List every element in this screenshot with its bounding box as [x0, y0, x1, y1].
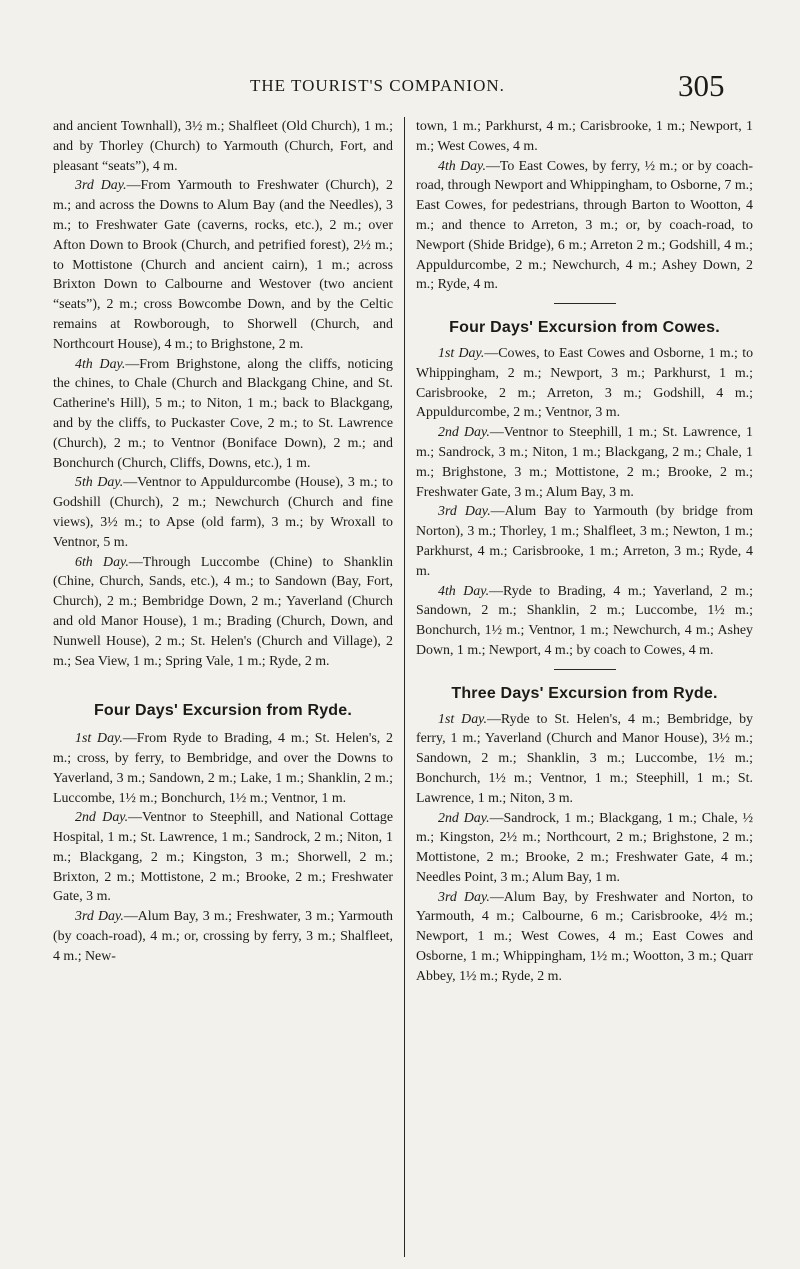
- section-rule: [554, 303, 616, 304]
- running-title: THE TOURIST'S COMPANION.: [250, 76, 505, 95]
- day-label: 3rd Day.: [438, 504, 491, 520]
- page-header: [0, 68, 800, 108]
- day-label: 2nd Day.: [438, 810, 490, 826]
- day-label: 4th Day.: [438, 158, 486, 174]
- left-column: [53, 117, 393, 967]
- day-label: 1st Day.: [75, 731, 123, 747]
- day-label: 2nd Day.: [438, 425, 490, 441]
- day-label: 3rd Day.: [438, 889, 490, 905]
- section-rule: [554, 669, 616, 670]
- day-label: 6th Day.: [75, 554, 129, 570]
- day-label: 3rd Day.: [75, 909, 124, 925]
- day-label: 1st Day.: [438, 711, 488, 727]
- day-label: 4th Day.: [438, 583, 490, 599]
- paragraph: 3rd Day.—From Yarmouth to Freshwater (Church), 2 m.; and across the Downs to Alum Bay (and the Needles), 3 m.; to Freshwater Gate (caverns, rocks, etc.), 2 m.; over Afton Down to Brook (Church, and petrified forest), 2½ m.; to Mottistone (Church and ancient cairn), 1 m.; across Brixton Down to Calbourne and Westover (two ancient “seats”), 2 m.; cross Bowcombe Down, and by the Celtic remains at Rowborough, to Shorwell (Church, and Northcourt House), 4 m.; to Brighstone, 2 m.: [53, 178, 393, 352]
- day-label: 4th Day.: [75, 356, 126, 372]
- day-label: 3rd Day.: [75, 178, 127, 194]
- paragraph: 3rd Day.—Alum Bay to Yarmouth (by bridge from Norton), 3 m.; Thorley, 1 m.; Shalfleet, 3 m.; Newton, 1 m.; Parkhurst, 4 m.; Carisbrooke, 1 m.; Arreton, 3 m.; Ryde, 4 m.: [416, 504, 753, 579]
- paragraph: 5th Day.—Ventnor to Appuldurcombe (House), 3 m.; to Godshill (Church), 2 m.; Newchurch (Church and fine views), 3½ m.; to Apse (old farm), 3 m.; by Wroxall to Ventnor, 5 m.: [53, 475, 393, 550]
- paragraph: 4th Day.—Ryde to Brading, 4 m.; Yaverland, 2 m.; Sandown, 2 m.; Shanklin, 2 m.; Luccombe, 1½ m.; Bonchurch, 1½ m.; Ventnor, 1 m.; Newchurch, 4 m.; Ashey Down, 1 m.; Newport, 4 m.; by coach to Cowes, 4 m.: [416, 583, 753, 658]
- paragraph: 4th Day.—From Brighstone, along the cliffs, noticing the chines, to Chale (Church and Blackgang Chine, and St. Catherine's Hill), 5 m.; to Niton, 1 m.; back to Blackgang, and by the cliffs, to Puckaster Cove, 2 m.; to St. Lawrence (Church), 2 m.; to Ventnor (Boniface Down), 2 m.; and Bonchurch (Church, Cliffs, Downs, etc.), 1 m.: [53, 356, 393, 471]
- paragraph: 2nd Day.—Ventnor to Steephill, 1 m.; St. Lawrence, 1 m.; Sandrock, 3 m.; Niton, 1 m.; Blackgang, 2 m.; Chale, 1 m.; Brighstone, 3 m.; Mottistone, 2 m.; Brooke, 2 m.; Freshwater Gate, 3 m.; Alum Bay, 3 m.: [416, 425, 753, 500]
- day-label: 5th Day.: [75, 475, 124, 491]
- paragraph: and ancient Townhall), 3½ m.; Shalfleet (Old Church), 1 m.; and by Thorley (Church) to Yarmouth (Church, Fort, and pleasant “seats”), 4 m.: [53, 119, 393, 174]
- right-column: [416, 117, 753, 987]
- day-label: 1st Day.: [438, 345, 485, 361]
- paragraph: town, 1 m.; Parkhurst, 4 m.; Carisbrooke, 1 m.; Newport, 1 m.; West Cowes, 4 m.: [416, 119, 753, 154]
- page-number: 305: [678, 68, 725, 103]
- column-divider: [404, 117, 405, 1257]
- section-heading: Four Days' Excursion from Ryde.: [93, 702, 353, 720]
- paragraph: 2nd Day.—Ventnor to Steephill, and National Cottage Hospital, 1 m.; St. Lawrence, 1 m.; Sandrock, 2 m.; Niton, 1 m.; Blackgang, 2 m.; Kingston, 3 m.; Shorwell, 2 m.; Brixton, 2 m.; Mottistone, 2 m.; Brooke, 2 m.; Freshwater Gate, 3 m.: [53, 810, 393, 905]
- paragraph: 3rd Day.—Alum Bay, by Freshwater and Norton, to Yarmouth, 4 m.; Calbourne, 6 m.; Carisbrooke, 4½ m.; Newport, 1 m.; West Cowes, 4 m.; East Cowes and Osborne, 1 m.; Whippingham, 1½ m.; Wootton, 3 m.; Quarr Abbey, 1½ m.; Ryde, 2 m.: [416, 889, 753, 984]
- paragraph: 1st Day.—From Ryde to Brading, 4 m.; St. Helen's, 2 m.; cross, by ferry, to Bembridge, and over the Downs to Yaverland, 3 m.; Sandown, 2 m.; Lake, 1 m.; Shanklin, 2 m.; Luccombe, 1½ m.; Bonchurch, 1½ m.; Ventnor, 1 m.: [53, 731, 394, 806]
- section-heading: Three Days' Excursion from Ryde.: [451, 684, 718, 702]
- section-heading: Four Days' Excursion from Cowes.: [449, 319, 720, 337]
- day-label: 2nd Day.: [75, 810, 129, 826]
- paragraph: 1st Day.—Ryde to St. Helen's, 4 m.; Bembridge, by ferry, 1 m.; Yaverland (Church and Manor House), 3½ m.; Sandown, 2 m.; Shanklin, 3 m.; Luccombe, 1½ m.; Bonchurch, 1½ m.; Ventnor, 1 m.; Steephill, 1 m.; St. Lawrence, 1 m.; Niton, 3 m.: [416, 711, 754, 806]
- paragraph: 3rd Day.—Alum Bay, 3 m.; Freshwater, 3 m.; Yarmouth (by coach-road), 4 m.; or, crossing by ferry, 3 m.; Shalfleet, 4 m.; New-: [53, 909, 393, 964]
- paragraph: 1st Day.—Cowes, to East Cowes and Osborne, 1 m.; to Whippingham, 2 m.; Newport, 3 m.; Parkhurst, 1 m.; Carisbrooke, 2 m.; Arreton, 3 m.; Godshill, 4 m.; Appuldurcombe, 2 m.; Ventnor, 3 m.: [416, 345, 754, 421]
- paragraph: 4th Day.—To East Cowes, by ferry, ½ m.; or by coach-road, through Newport and Whippingham, to Osborne, 7 m.; East Cowes, for pedestrians, through Barton to Wootton, 4 m.; and thence to Arreton, 3 m.; or, by coach-road, to Newport (Shide Bridge), 6 m.; Arreton 2 m.; Godshill, 4 m.; Appuldurcombe, 2 m.; Newchurch, 4 m.; Ashey Down, 2 m.; Ryde, 4 m.: [416, 158, 753, 293]
- paragraph: 6th Day.—Through Luccombe (Chine) to Shanklin (Chine, Church, Sands, etc.), 4 m.; to Sandown (Bay, Fort, Church), 2 m.; Bembridge Down, 2 m.; Yaverland (Church and old Manor House), 1 m.; Brading (Church, Down, and Nunwell House), 2 m.; St. Helen's (Church and Village), 2 m.; Sea View, 1 m.; Spring Vale, 1 m.; Ryde, 2 m.: [53, 554, 393, 669]
- paragraph: 2nd Day.—Sandrock, 1 m.; Blackgang, 1 m.; Chale, ½ m.; Kingston, 2½ m.; Northcourt, 2 m.; Brighstone, 2 m.; Mottistone, 2 m.; Brooke, 2 m.; Freshwater Gate, 4 m.; Needles Point, 3 m.; Alum Bay, 1 m.: [416, 810, 753, 885]
